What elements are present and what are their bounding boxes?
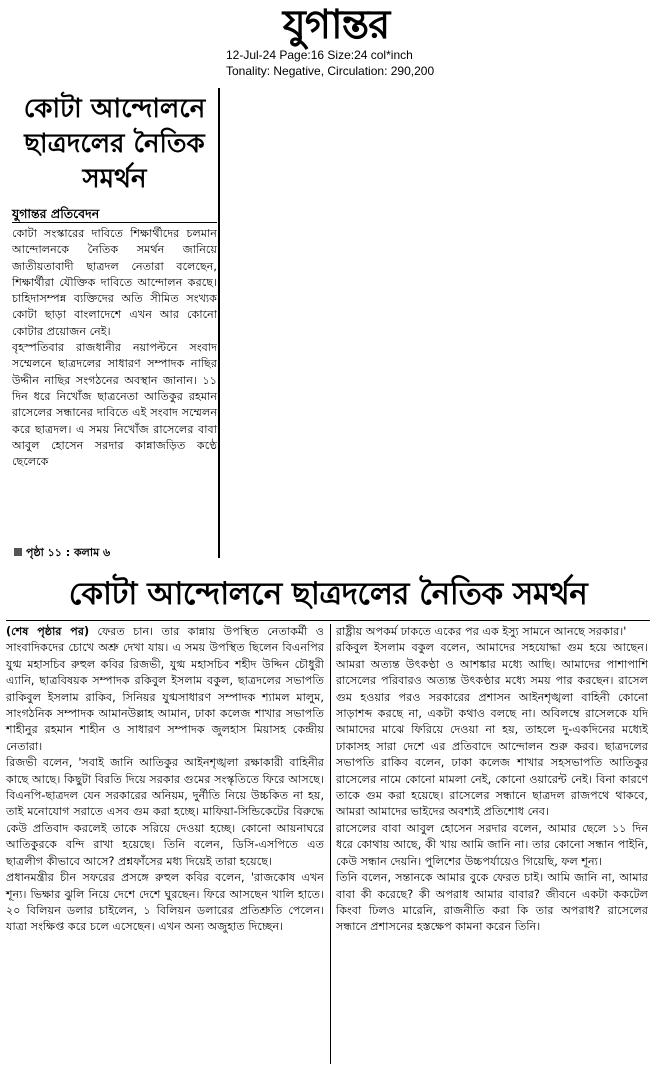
article-paragraph: প্রধানমন্ত্রীর চীন সফরের প্রসঙ্গে রুহুল কবির বলেন, 'রাজকোষ এখন শূন্য। ভিক্ষার ঝুলি নিয়ে দেশে দেশে ঘুরছেন। ফিরে আসছেন খালি হাতে। ২০ বিলিয়ন ডলার চাইলেন, ১ বিলিয়ন ডলারের প্রতিশ্রুতি পেলেন। যাত্রা সংক্ষিপ্ত করে চলে এসেছেন। এখন অন্য অজুহাত দিচ্ছেন।	[6, 871, 324, 934]
left-column	[6, 624, 324, 936]
continued-from-label: (শেষ পৃষ্ঠার পর)	[6, 625, 90, 638]
article-paragraph: তিনি বলেন, সন্তানকে আমার বুকে ফেরত চাই। আমি জানি না, আমার বাবা কী করেছে? কী অপরাধ আমার বাবার? জীবনে একটা ককটেল কিংবা ঢিলও মারেনি, রাজনীতি করা কি তার অপরাধ? রাসেলের সন্ধানে প্রশাসনের হস্তক্ষেপ কামনা করেন তিনি।	[336, 871, 648, 934]
article-paragraph: রকিবুল ইসলাম বকুল বলেন, আমাদের সহযোদ্ধা গুম হয়ে আছেন। আমরা অত্যন্ত উৎকণ্ঠা ও আশঙ্কার মধ্যে আছি। আমাদের পাশাপাশি রাসেলের পরিবারও অত্যন্ত উৎকণ্ঠার মধ্যে সময় পার করছেন। রাসেল গুম হওয়ার পরও সরকারের প্রশাসন আইনশৃঙ্খলা বাহিনী কোনো সাড়াশব্দ করছে না, একটা কথাও বলছে না। অবিলম্বে রাসেলকে যদি আমাদের মাঝে ফিরিয়ে দেওয়া না হয়, তাহলে দু-একদিনের মধ্যেই ঢাকাসহ সারা দেশে এর প্রতিবাদে আন্দোলন শুরু করব। ছাত্রদলের সভাপতি রাকিব বলেন, ঢাকা কলেজ শাখার সহসভাপতি আতিকুর রাসেলের নামে কোনো মামলা নেই, কোনো ওয়ারেন্ট নেই। বিনা কারণে তাকে গুম করা হয়েছে। রাসেলের সন্ধানে ছাত্রদল রাজপথে থাকবে, আমরা আমাদের ভাইদের অবশ্যই প্রতিশোধ নেব।	[336, 641, 648, 819]
masthead	[0, 0, 656, 95]
article-paragraph: রাষ্ট্রীয় অপকর্ম ঢাকতে একের পর এক ইস্যু সামনে আনছে সরকার।'	[336, 625, 627, 638]
article-paragraph: বৃহস্পতিবার রাজধানীর নয়াপল্টনে সংবাদ সম্মেলনে ছাত্রদলের সাধারণ সম্পাদক নাছির উদ্দীন নাছির সংগঠনের অবস্থান জানান। ১১ দিন ধরে নিখোঁজ ছাত্রনেতা আতিকুর রহমান রাসেলের সন্ধানের দাবিতে এই সংবাদ সম্মেলন করে ছাত্রদল। এ সময় নিখোঁজ রাসেলের বাবা আবুল হোসেন সরদার কান্নাজড়িত কণ্ঠে ছেলেকে	[12, 341, 217, 469]
article-paragraph: রিজভী বলেন, 'সবাই জানি আতিকুর আইনশৃঙ্খলা রক্ষাকারী বাহিনীর কাছে আছে। কিছুটা বিরতি দিয়ে সরকার গুমের সংস্কৃতিতে ফিরে আসছে। বিএনপি-ছাত্রদল যেন সরকারের অনিয়ম, দুর্নীতি নিয়ে উচ্চকিত না হয়, তাই মনোযোগ সরাতে এসব গুম করা হচ্ছে। মাফিয়া-সিন্ডিকেটের বিরুদ্ধে কেউ প্রতিবাদ করলেই তাকে সরিয়ে দেওয়া হচ্ছে। কোনো আয়নাঘরে আতিকুরকে বন্দি রাখা হয়েছে। তিনি বলেন, ডিসি-এসপিতে এত ছাত্রলীগ কীভাবে আসে? প্রশ্নফাঁসের মধ্য দিয়েই তারা হয়েছে।	[6, 756, 324, 868]
column-divider	[330, 624, 331, 1064]
newspaper-logo: যুগান্তর	[282, 1, 390, 48]
continuation-headline: কোটা আন্দোলনে ছাত্রদলের নৈতিক সমর্থন	[68, 576, 588, 612]
byline-divider	[12, 222, 217, 223]
article-paragraph	[6, 624, 324, 755]
continuation-columns	[6, 624, 650, 1074]
article-body	[12, 226, 217, 470]
jump-text: পৃষ্ঠা ১১ : কলাম ৬	[26, 546, 111, 559]
article-headline: কোটা আন্দোলনে ছাত্রদলের নৈতিক সমর্থন	[23, 94, 206, 194]
continuation-jump	[14, 546, 110, 560]
article-paragraph: কোটা সংস্কারের দাবিতে শিক্ষার্থীদের চলমান আন্দোলনকে নৈতিক সমর্থন জানিয়ে জাতীয়তাবাদী ছাত্রদল নেতারা বলেছেন, শিক্ষার্থীরা যৌক্তিক দাবিতে আন্দোলন করছে। চাহিদাসম্পন্ন ব্যক্তিদের অতি সীমিত সংখ্যক কোটা ছাড়া বাংলাদেশে এখন আর কোনো কোটার প্রয়োজন নেই।	[12, 227, 217, 338]
tonality-circulation-line: Tonality: Negative, Circulation: 290,200	[226, 64, 435, 78]
article-paragraph-text: ফেরত চান। তার কান্নায় উপস্থিত নেতাকর্মী ও সাংবাদিকদের চোখে অশ্রু দেখা যায়। এ সময় উপস্থিত ছিলেন বিএনপির যুগ্ম মহাসচিব রুহুল কবির রিজভী, যুগ্ম মহাসচিব শহীদ উদ্দিন চৌধুরী এ্যানি, ছাত্রবিষয়ক সম্পাদক রকিবুল ইসলাম বকুল, ছাত্রদলের সভাপতি রাকিবুল ইসলাম রাকিব, সিনিয়র যুগ্মসাধারণ সম্পাদক শ্যামল মালুম, সাংগঠনিক সম্পাদক আমানউল্লাহ আমান, ঢাকা কলেজ শাখার সভাপতি শাহীনুর রহমান শাহীন ও সাধারণ সম্পাদক জুলহাস মিয়াসহ কেন্দ্রীয় নেতারা।	[6, 625, 324, 753]
continuation-top-rule	[6, 620, 650, 621]
article-byline: যুগান্তর প্রতিবেদন	[12, 206, 100, 221]
right-column	[336, 624, 648, 936]
square-bullet-icon	[14, 548, 22, 556]
article-paragraph: রাসেলের বাবা আবুল হোসেন সরদার বলেন, আমার ছেলে ১১ দিন ধরে কোথায় আছে, কী খায় আমি জানি না। তার কোনো সন্ধান পাইনি, কেউ সন্ধান দেয়নি। পুলিশের উচ্চপর্যায়েও গিয়েছি, ফল শূন্য।	[336, 821, 648, 868]
clipping-info-line: 12-Jul-24 Page:16 Size:24 col*inch	[226, 48, 413, 62]
article-front-clipping	[0, 88, 222, 566]
